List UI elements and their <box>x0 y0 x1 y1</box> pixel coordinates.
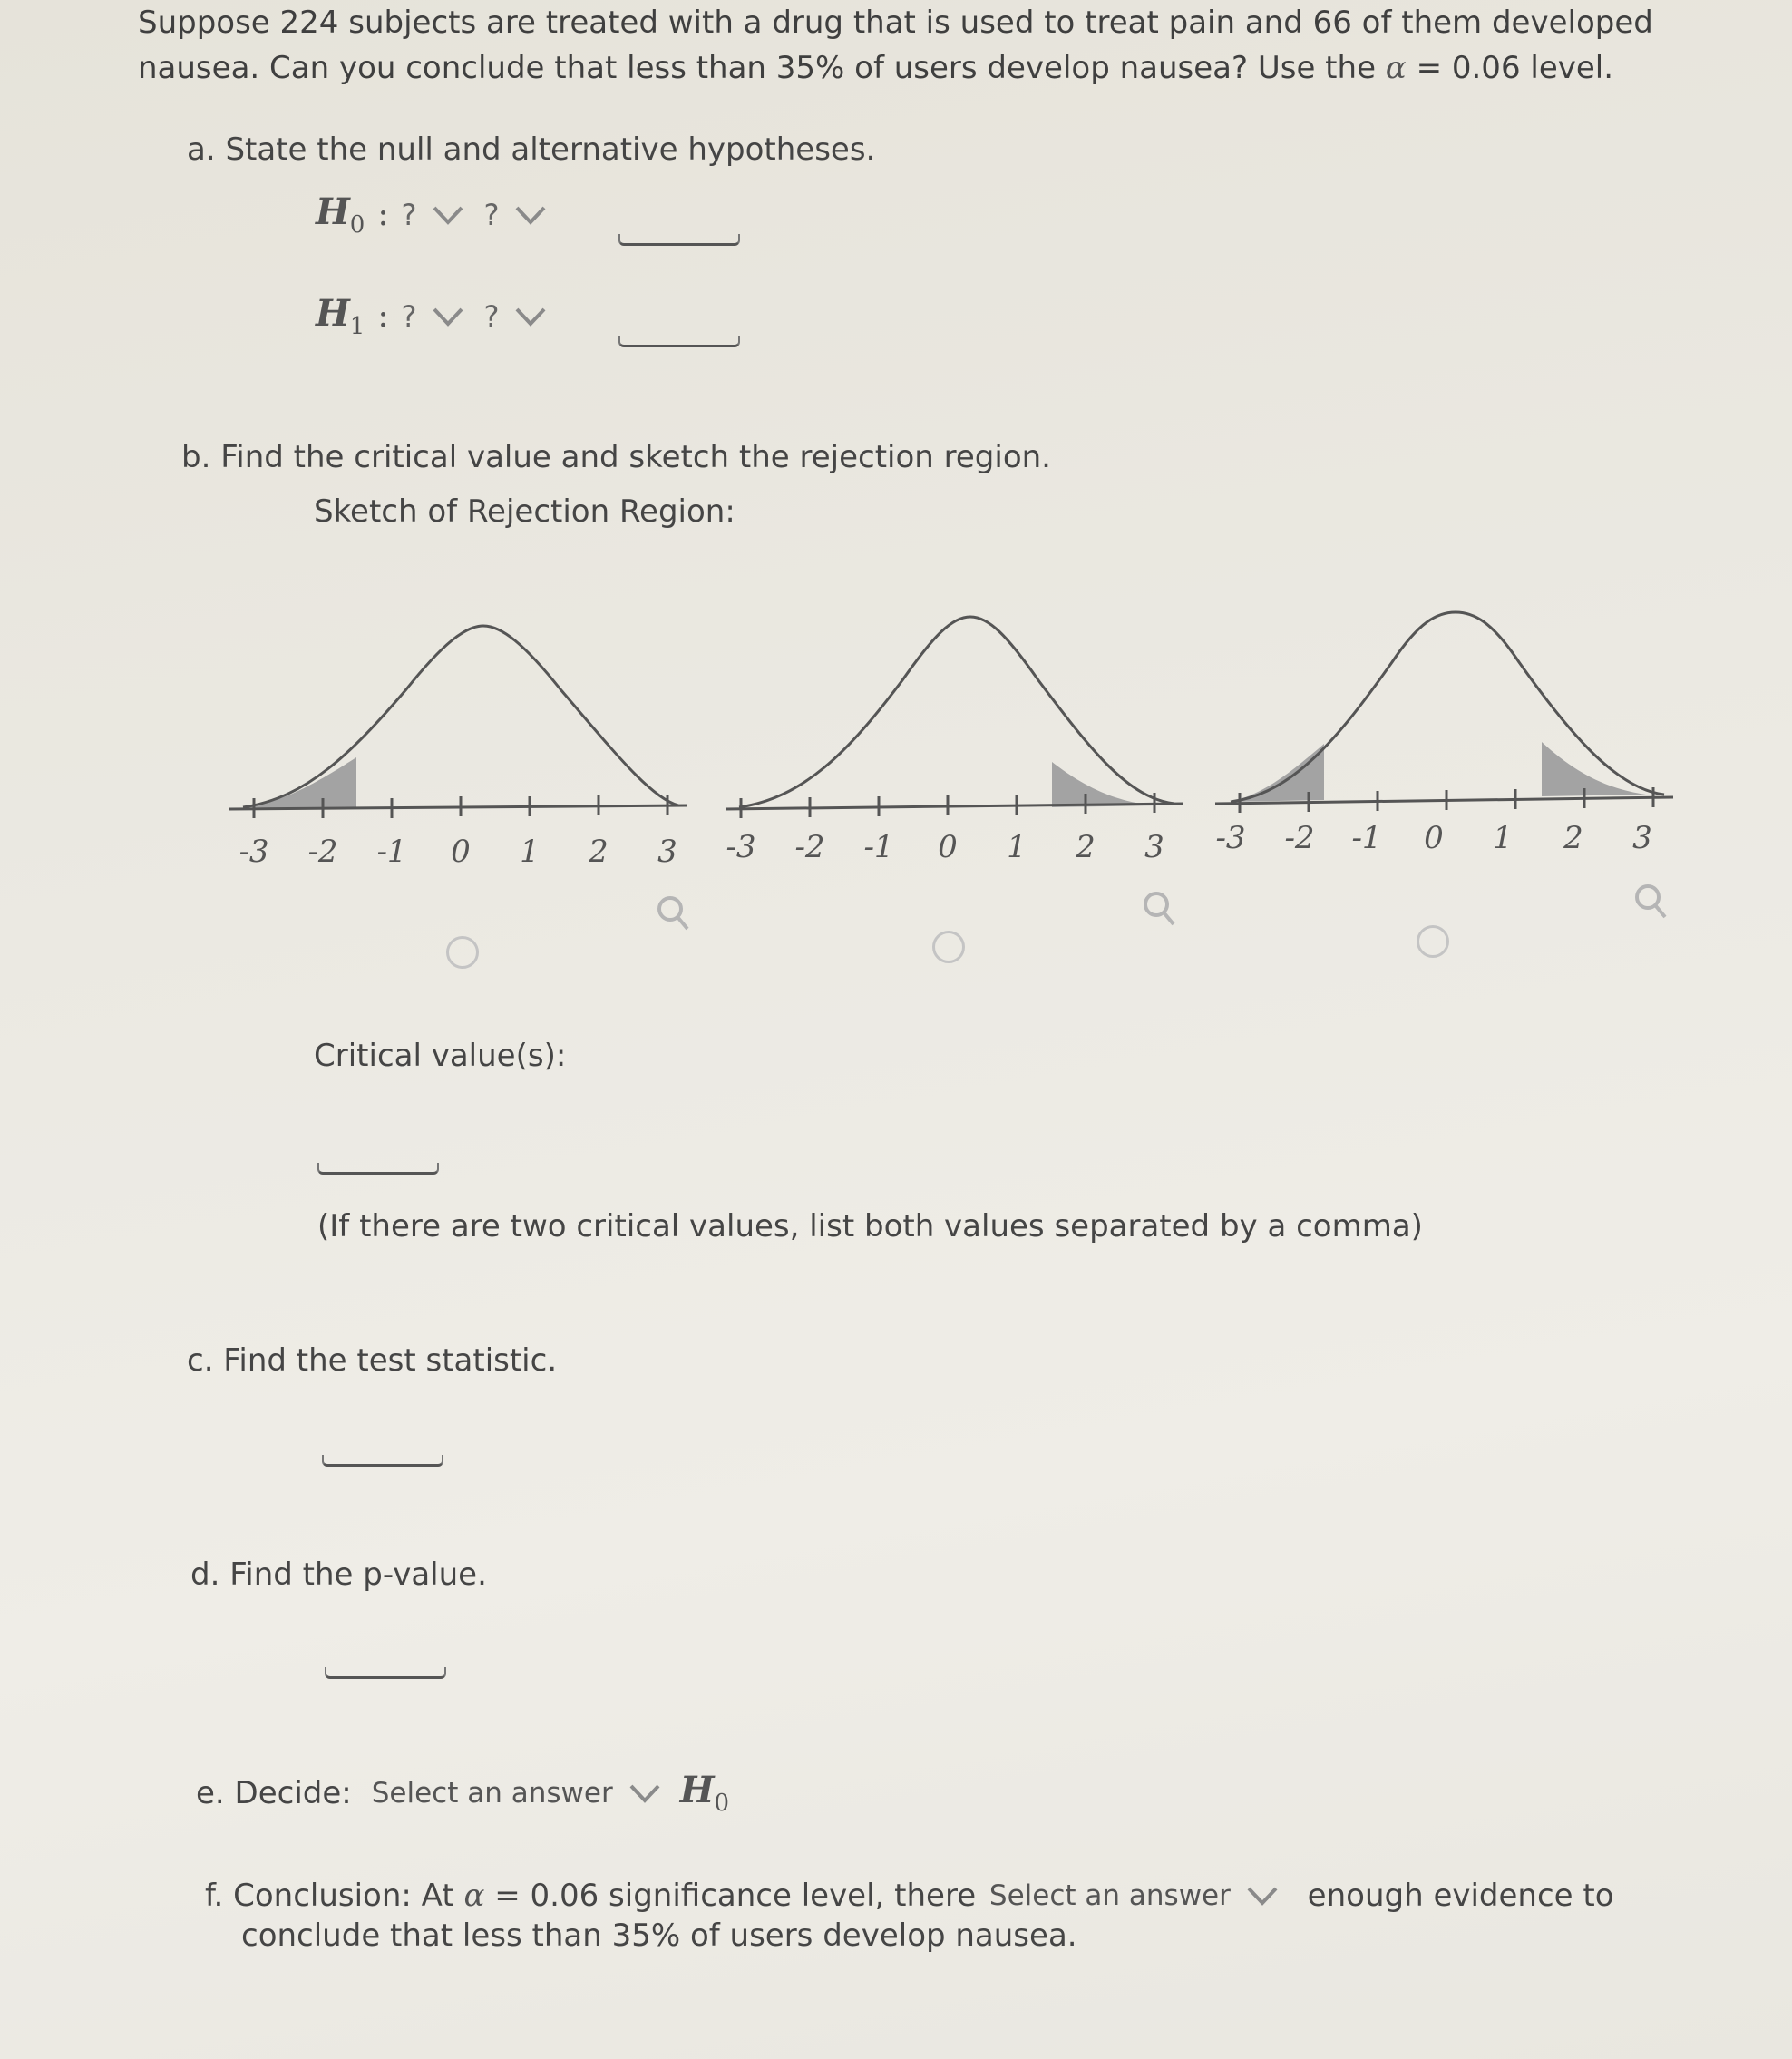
svg-text:1: 1 <box>1493 820 1513 856</box>
svg-text:-1: -1 <box>1351 820 1382 856</box>
part-c-label: c. Find the test statistic. <box>187 1342 558 1379</box>
chevron-down-icon <box>515 205 546 225</box>
svg-text:0: 0 <box>938 829 958 865</box>
svg-text:1: 1 <box>1007 829 1027 865</box>
chevron-down-icon <box>515 307 546 327</box>
conclusion-line-2: conclude that less than 35% of users develop nausea. <box>241 1918 1077 1954</box>
svg-text:0: 0 <box>1424 820 1444 856</box>
chevron-down-icon <box>433 307 463 327</box>
part-f-conclusion <box>205 1878 1765 1954</box>
sketch-label: Sketch of Rejection Region: <box>314 493 735 530</box>
svg-text:-3: -3 <box>239 834 269 870</box>
h0-row: $H_0$ : ? ? <box>316 190 566 239</box>
critical-value-note: (If there are two critical values, list both values separated by a comma) <box>317 1208 1423 1244</box>
part-e-row <box>196 1769 729 1817</box>
p-value-input[interactable] <box>325 1667 446 1679</box>
zoom-magnifier-icon[interactable] <box>1632 882 1669 922</box>
h0-symbol: $H_0$ <box>679 1769 730 1817</box>
left-tail-radio[interactable] <box>446 936 479 969</box>
h1-symbol: $H_1$ <box>316 292 365 340</box>
h0-symbol: $H_0$ <box>316 190 365 239</box>
right-tail-chart <box>721 599 1193 871</box>
svg-text:-1: -1 <box>376 834 407 870</box>
critical-value-input[interactable] <box>317 1163 439 1175</box>
svg-text:-1: -1 <box>863 829 894 865</box>
conclusion-select[interactable]: Select an answer <box>989 1879 1298 1912</box>
problem-statement <box>138 0 1734 91</box>
normal-curve <box>739 617 1174 807</box>
svg-text:3: 3 <box>657 834 677 870</box>
right-tail-radio[interactable] <box>932 931 965 963</box>
svg-text:2: 2 <box>589 834 609 870</box>
svg-text:-3: -3 <box>726 829 756 865</box>
h1-parameter-select[interactable]: ? <box>401 299 483 334</box>
chevron-down-icon <box>629 1783 660 1803</box>
h0-parameter-select[interactable]: ? <box>401 198 483 232</box>
normal-curve <box>1231 612 1664 802</box>
svg-text:-2: -2 <box>794 829 825 865</box>
svg-text:0: 0 <box>451 834 471 870</box>
part-a-label: a. State the null and alternative hypotheses. <box>187 132 876 168</box>
alpha-symbol: α <box>1385 50 1407 86</box>
critical-value-label: Critical value(s): <box>314 1038 567 1074</box>
two-tail-radio[interactable] <box>1417 925 1449 958</box>
problem-line-2: nausea. Can you conclude that less than 35% of users develop nausea? Use the α = 0.06 level. <box>138 50 1614 86</box>
svg-text:2: 2 <box>1563 820 1583 856</box>
svg-text:-2: -2 <box>307 834 338 870</box>
part-d-label: d. Find the p-value. <box>190 1556 487 1593</box>
right-tail-shading <box>1542 742 1646 796</box>
h0-value-input[interactable] <box>618 234 740 246</box>
h1-row: $H_1$ : ? ? <box>316 292 566 340</box>
right-tail-shading <box>1052 762 1156 807</box>
left-tail-shading <box>243 757 356 809</box>
test-statistic-input[interactable] <box>322 1455 443 1467</box>
two-tail-chart <box>1211 590 1682 862</box>
svg-text:2: 2 <box>1076 829 1096 865</box>
decide-select[interactable]: Select an answer <box>372 1777 680 1810</box>
zoom-magnifier-icon[interactable] <box>1141 889 1177 929</box>
chevron-down-icon <box>1247 1886 1278 1906</box>
h0-operator-select[interactable]: ? <box>483 198 566 232</box>
part-e-label: e. Decide: <box>196 1774 352 1811</box>
h1-operator-select[interactable]: ? <box>483 299 566 334</box>
svg-text:1: 1 <box>520 834 540 870</box>
left-tail-chart <box>225 617 696 889</box>
h1-value-input[interactable] <box>618 336 740 347</box>
svg-text:3: 3 <box>1632 820 1652 856</box>
svg-text:-3: -3 <box>1215 820 1246 856</box>
svg-text:3: 3 <box>1144 829 1164 865</box>
conclusion-line-1: f. Conclusion: At α = 0.06 significance level, there Select an answer enough evidence to <box>205 1878 1614 1914</box>
chevron-down-icon <box>433 205 463 225</box>
left-tail-shading <box>1231 744 1324 802</box>
svg-text:-2: -2 <box>1284 820 1315 856</box>
zoom-magnifier-icon[interactable] <box>655 893 691 933</box>
part-b-label: b. Find the critical value and sketch the rejection region. <box>181 439 1051 475</box>
normal-curve <box>243 626 678 807</box>
problem-line-1: Suppose 224 subjects are treated with a drug that is used to treat pain and 66 of them developed <box>138 5 1653 41</box>
alpha-symbol: α <box>463 1878 485 1914</box>
